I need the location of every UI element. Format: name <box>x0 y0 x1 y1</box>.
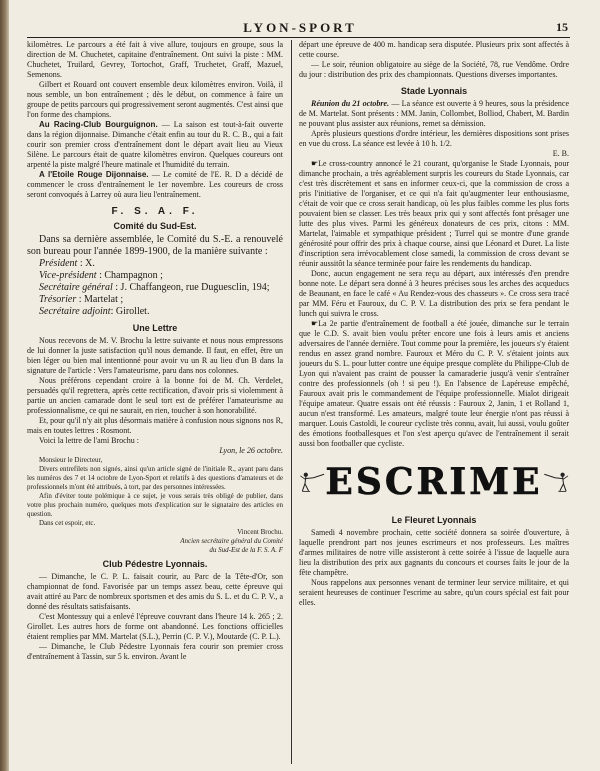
stade-paragraph-2: Après plusieurs questions d'ordre intérieur, les dernières dispositions sont prises en vue du cross. La séance est levée à 10 h. 1/2. <box>299 129 569 148</box>
president-line <box>27 258 283 270</box>
comite-paragraph: Dans sa dernière assemblée, le Comité du S.-E. a renouvelé son bureau pour l'année 1899-1900, de la manière suivante : <box>27 234 283 257</box>
right-column <box>299 40 569 768</box>
escrime-banner <box>299 454 569 510</box>
stade-date: Réunion du 21 octobre. <box>311 99 390 108</box>
continuation-paragraph: départ une épreuve de 400 m. handicap sera disputée. Plusieurs prix sont affectés à cette course. <box>299 40 569 59</box>
club-pedestre-paragraph-3: — Dimanche, le Club Pédestre Lyonnais fera courir son premier cross d'entraînement à Tassin, sur 5 k. environ. Avant le <box>27 642 283 661</box>
president-label: Président <box>39 258 78 269</box>
signature-name: Vincent Brochu. <box>237 528 283 536</box>
assistant-secretary-label: Secrétaire adjoint <box>39 306 111 317</box>
etoile-rouge-text: — Le comité de l'E. R. D a décidé de commencer le cross d'entraînement le 1er novembre. Les coureurs de cross seront convoqués à Larrey où aura lieu l'entraînement. <box>27 170 283 199</box>
lettre-closing: Dans cet espoir, etc. <box>39 519 96 527</box>
etoile-rouge-title: A l'Etoile Rouge Dijonnaise. <box>39 170 149 179</box>
lettre-paragraph-1: Nous recevons de M. V. Brochu la lettre suivante et nous nous empressons de lui donner la juste satisfaction qu'il nous demande. Il faut, en effet, être un bien léger ou bien mal intentionné pour avoir vu un R au lieu d'un B dans la signature de l'article : Vers l'amateurisme, paru dans nos colonnes. <box>27 336 283 375</box>
stade-lyonnais-heading: Stade Lyonnais <box>400 86 468 96</box>
secretary-general-value: : J. Chaffangeon, rue Duguesclin, 194; <box>112 282 270 293</box>
racing-club-text: — La saison est tout-à-fait ouverte dans la région dijonnaise. Dimanche c'était enfin au tour du R. C. B., qui a fait courir son premier cross d'entraînement dont le départ avait lieu au Vieux Silène. Le parcours était de quatre kilomètres environ. Quelques coureurs ont arpenté la piste malgré l'heure matinale et l'humidité du terrain. <box>27 120 283 169</box>
meeting-paragraph: — Le soir, réunion obligatoire au siège de la Société, 78, rue Vendôme. Ordre du jour : distribution des prix des championnats. Questions diverses importantes. <box>299 60 569 79</box>
club-pedestre-heading: Club Pédestre Lyonnais. <box>102 559 208 569</box>
cross-country-paragraph <box>299 159 569 269</box>
lettre-paragraph-3: Et, pour qu'il n'y ait plus désormais matière à confusion nous signons nos R, mais en toutes lettres : Rosmont. <box>27 416 283 435</box>
escrime-title: ESCRIME <box>325 461 543 503</box>
secretary-general-label: Secrétaire général <box>39 282 113 293</box>
fencer-right-illustration <box>543 456 569 508</box>
vice-president-label: Vice-président <box>39 270 97 281</box>
president-value: : X. <box>77 258 95 269</box>
stade-signature: E. B. <box>552 149 569 158</box>
hand-pointer-icon: ☛ <box>311 159 319 168</box>
assistant-secretary-line <box>27 306 283 318</box>
stade-text: — La séance est ouverte à 9 heures, sous la présidence de M. Martelat. Sont présents : MM. Janin, Collombet, Bolliod, Chabert, M. Bardin ne pouvant plus assister aux réunions, remet sa démission. <box>299 99 569 128</box>
header-rule <box>27 37 570 38</box>
lettre-salutation: Monsieur le Directeur, <box>39 456 103 464</box>
signature-title-2: du Sud-Est de la F. S. A. F <box>209 546 283 554</box>
left-column <box>27 40 283 768</box>
page-header-title: LYON-SPORT <box>243 20 357 35</box>
lettre-body-2: Afin d'éviter toute polémique à ce sujet, je vous serais très obligé de publier, dans votre plus prochain numéro, quelques mots d'explication sur le signataire des articles en question. <box>27 492 283 518</box>
column-divider <box>291 40 292 764</box>
page-binding-edge <box>0 0 9 771</box>
comite-heading: Comité du Sud-Est. <box>113 221 197 231</box>
lettre-paragraph-2: Nous préférons cependant croire à la bonne foi de M. Ch. Verdelet, persuadés qu'il regrettera, après cette rectification, d'avoir pris si violemment à partie un ancien camarade dont le seul tort est de préférer l'amateurisme au professionnalisme, ce qui ne saurait, en rien, toucher à son honorabilité. <box>27 376 283 415</box>
secretary-general-line <box>27 282 283 294</box>
football-paragraph <box>299 319 569 449</box>
football-text: La 2e partie d'entraînement de football a été jouée, dimanche sur le terrain que le C.D. S. avait bien voulu prêter encore une fois à leurs amis et anciens adversaires de l'année dernière. Tout comme pour la première, les joueurs s'y étaient rendus en assez grand nombre. Fauroux et Méro du C. P. V. s'étaient joints aux joueurs du S. L. pour lutter contre une équipe presque complète du Philippe-Club de Lyon qui n'avaient pas craint de pousser la camaraderie jusqu'à venir s'entraîner contre des professionnels (oh ! si peu !). En l'absence de Lapéreuse empêché, Fauroux avait pris le commandement de l'équipe professionnelle. Mialot dirigeait l'équipe amateur. Quatre essais ont été réussis : Fauroux 2, Janin, 1 et Rolland 1, aucun n'est transformé. Les amateurs, malgré toute leur énergie n'ont pas réussi à marquer. Louis Castoldi, le coureur cycliste très connu, avait, lui aussi, voulu goûter des émotions footballesques et l'on s'est aperçu qu'avec de l'entraînement il serait aussi bon footballer que cycliste. <box>299 319 569 448</box>
lettre-body: Divers entrefilets non signés, ainsi qu'un article signé de l'initiale R., ayant paru dans les numéros des 7 et 14 octobre de Lyon-Sport et relatifs à des questions d'amateurs et de professionnels m'ont été attribués, à tort, par des personnes intéressées. <box>27 465 283 491</box>
page-number: 15 <box>556 20 568 34</box>
treasurer-label: Trésorier <box>39 294 77 305</box>
racing-club-title: Au Racing-Club Bourguignon. <box>39 120 158 129</box>
cross-country-text: Le cross-country annoncé le 21 courant, qu'organise le Stade Lyonnais, pour dimanche prochain, a très agréablement surpris les coureurs du Stade Lyonnais, car c'est très discrètement et sans en informer ceux-ci, que la commission de cross a pris l'initiative de l'organiser, et ce qui n'a fait qu'augmenter leur enthousiasme, c'était de voir que ce cross serait handicap, où les plus faibles comme les plus forts pouvaient bien se classer. Les très beaux prix qui y sont affectés font présager une lutte des plus vives. Parmi les généreux donateurs de ces prix, citons : MM. Martelat, l'aimable et sympathique président ; Turrel qui se montre d'une grande générosité pour offrir des prix à chaque course, ainsi que Léonard et Duret. La liste d'inscription sera irrévocablement close samedi, la commission de cross devant se réunir aussitôt la séance terminée pour faire les rendements du handicap. <box>299 159 569 268</box>
lettre-heading: Une Lettre <box>132 323 178 333</box>
assistant-secretary-value: : Girollet. <box>110 306 150 317</box>
club-pedestre-paragraph-1: — Dimanche, le C. P. L. faisait courir, au Parc de la Tête-d'Or, son championnat de fond. Favorisée par un temps assez beau, cette épreuve qui avait attiré au Parc de nombreux sportsmen et des amis du S. L. et du C. P. V., a donné des résultats satisfaisants. <box>27 572 283 611</box>
fencer-left-illustration <box>299 456 325 508</box>
stade-paragraph-1 <box>299 99 569 129</box>
treasurer-line <box>27 294 283 306</box>
fleuret-lyonnais-heading: Le Fleuret Lyonnais <box>391 515 477 525</box>
fsaf-heading: F. S. A. F. <box>111 206 199 217</box>
vice-president-value: : Champagnon ; <box>96 270 163 281</box>
intro-paragraph: kilomètres. Le parcours a été fait à vive allure, toujours en groupe, sous la direction de M. Chuchetet, capitaine d'entraînement. Ont suivi la piste : MM. Chuchetet, Truilard, Gevrey, Tortochot, Graff, Truchetet, Graff, Mazuel, Semenons. <box>27 40 283 79</box>
hand-pointer-icon: ☛ <box>311 319 319 328</box>
lettre-date: Lyon, le 26 octobre. <box>219 446 283 455</box>
signature-title-1: Ancien secrétaire général du Comité <box>180 537 283 545</box>
etoile-rouge-paragraph <box>27 170 283 200</box>
intro-paragraph-2: Gilbert et Rouard ont couvert ensemble deux kilomètres environ. Voilà, il nous semble, un bon entraînement ; dès le début, on commence à faire un groupe de petits parcours qui progressivement seront augmentés. C'est ainsi que l'on forme des champions. <box>27 80 283 119</box>
treasurer-value: : Martelat ; <box>76 294 124 305</box>
racing-club-paragraph <box>27 120 283 170</box>
lettre-paragraph-4: Voici la lettre de l'ami Brochu : <box>39 436 139 445</box>
club-pedestre-paragraph-2: C'est Montessuy qui a enlevé l'épreuve couvrant dans l'heure 14 k. 265 ; 2. Girollet. Les autres hors de forme ont abandonné. Les fonctions officielles étaient remplies par MM. Martelat (S.L.), Perrin (C. P. V.), Moutarde (C. P. L.). <box>27 612 283 641</box>
fleuret-paragraph-1: Samedi 4 novembre prochain, cette société donnera sa soirée d'ouverture, à laquelle prendront part nos jeunes escrimeurs et nos professeurs. Les maîtres d'armes militaires de notre ville assisteront à cette soirée à l'issue de laquelle aura lieu la distribution des prix aux gagnants du concours et courses faits le jour de la fête champêtre. <box>299 528 569 577</box>
vice-president-line <box>27 270 283 282</box>
fleuret-paragraph-2: Nous rappelons aux personnes venant de terminer leur service militaire, et qui seraient heureuses de continuer l'escrime au sabre, qu'un cours spécial est fait pour elles. <box>299 578 569 607</box>
cross-country-paragraph-2: Donc, aucun engagement ne sera reçu au départ, aux intéressés d'en prendre bonne note. Le départ sera donné à 3 heures précises sous les arches des acqueducs de Beaunant, en face le café « Au Rendez-vous des chasseurs ». Ce cross sera tracé par MM. Féru et Fauroux, du C. P. V. La distribution des prix se fera pendant le lunch qui suivra le cross. <box>299 269 569 318</box>
